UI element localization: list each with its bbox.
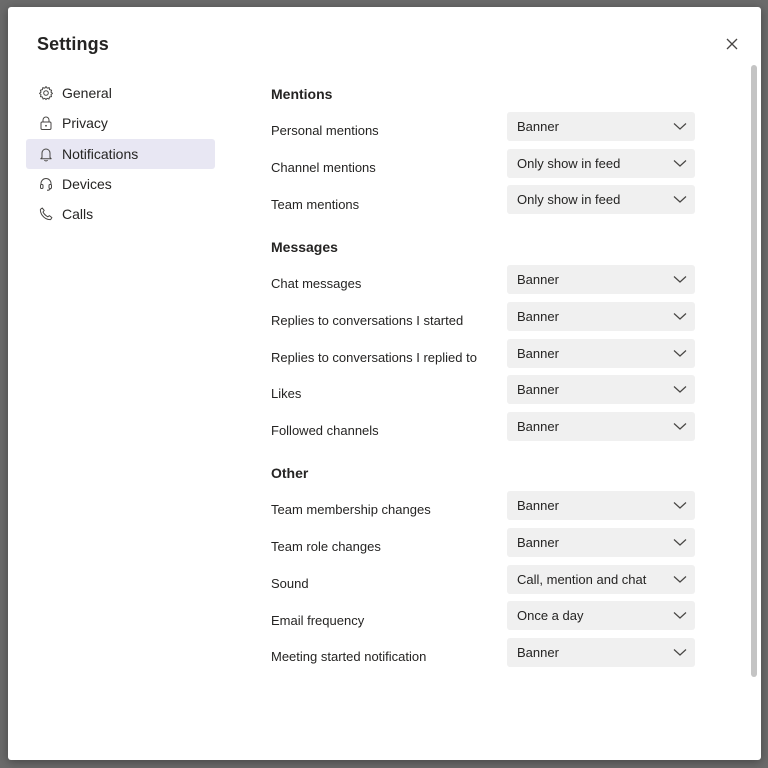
bell-icon [38, 146, 54, 162]
row-label: Team membership changes [271, 502, 431, 517]
row-label: Chat messages [271, 276, 362, 291]
section-header-mentions: Mentions [271, 86, 333, 102]
chevron-down-icon [673, 120, 687, 132]
chevron-down-icon [673, 573, 687, 585]
team-role-dropdown[interactable] [507, 528, 695, 557]
dropdown-value: Banner [517, 119, 559, 134]
close-button[interactable] [720, 32, 744, 56]
chevron-down-icon [673, 193, 687, 205]
row-label: Likes [271, 386, 302, 401]
lock-icon [38, 115, 54, 131]
chevron-down-icon [673, 609, 687, 621]
row-label: Team role changes [271, 539, 381, 554]
headset-icon [38, 176, 54, 192]
row-label: Meeting started notification [271, 649, 427, 664]
team-mentions-dropdown[interactable] [507, 185, 695, 214]
chevron-down-icon [673, 157, 687, 169]
settings-dialog [8, 7, 761, 760]
row-label: Sound [271, 576, 309, 591]
chevron-down-icon [673, 536, 687, 548]
dropdown-value: Only show in feed [517, 156, 621, 171]
dropdown-value: Banner [517, 535, 559, 550]
nav-item-devices[interactable] [26, 169, 215, 199]
row-label: Replies to conversations I replied to [271, 350, 477, 365]
dropdown-value: Call, mention and chat [517, 572, 647, 587]
nav-item-notifications[interactable] [26, 139, 215, 169]
nav-item-label: Notifications [62, 145, 139, 162]
dropdown-value: Once a day [517, 608, 584, 623]
nav-item-label: General [62, 85, 112, 101]
dropdown-value: Banner [517, 272, 559, 287]
personal-mentions-dropdown[interactable] [507, 112, 695, 141]
settings-nav [26, 78, 215, 229]
dropdown-value: Only show in feed [517, 192, 621, 207]
followed-channels-dropdown[interactable] [507, 412, 695, 441]
sound-dropdown[interactable] [507, 565, 695, 594]
row-label: Team mentions [271, 197, 360, 212]
chevron-down-icon [673, 347, 687, 359]
chevron-down-icon [673, 499, 687, 511]
dropdown-value: Banner [517, 498, 559, 513]
chevron-down-icon [673, 420, 687, 432]
row-label: Channel mentions [271, 160, 376, 175]
nav-item-calls[interactable] [26, 199, 215, 229]
nav-item-label: Devices [62, 175, 112, 192]
dropdown-value: Banner [517, 309, 559, 324]
chevron-down-icon [673, 383, 687, 395]
replies-replied-dropdown[interactable] [507, 339, 695, 368]
replies-started-dropdown[interactable] [507, 302, 695, 331]
nav-item-privacy[interactable] [26, 108, 215, 138]
team-membership-dropdown[interactable] [507, 491, 695, 520]
chevron-down-icon [673, 646, 687, 658]
nav-item-label: Privacy [62, 115, 108, 132]
dialog-title: Settings [37, 34, 109, 54]
dropdown-value: Banner [517, 346, 559, 361]
nav-item-general[interactable] [26, 78, 215, 108]
chevron-down-icon [673, 273, 687, 285]
dropdown-value: Banner [517, 645, 559, 660]
nav-item-label: Calls [62, 206, 94, 223]
dropdown-value: Banner [517, 419, 559, 434]
chat-messages-dropdown[interactable] [507, 265, 695, 294]
close-icon [726, 38, 738, 50]
phone-icon [38, 206, 54, 222]
row-label: Replies to conversations I started [271, 313, 464, 328]
section-header-other: Other [271, 465, 309, 481]
email-frequency-dropdown[interactable] [507, 601, 695, 630]
likes-dropdown[interactable] [507, 375, 695, 404]
channel-mentions-dropdown[interactable] [507, 149, 695, 178]
scrollbar[interactable] [751, 65, 757, 677]
row-label: Personal mentions [271, 123, 379, 138]
chevron-down-icon [673, 310, 687, 322]
section-header-messages: Messages [271, 239, 338, 255]
gear-icon [38, 85, 54, 101]
row-label: Followed channels [271, 423, 379, 438]
row-label: Email frequency [271, 613, 365, 628]
meeting-started-dropdown[interactable] [507, 638, 695, 667]
dropdown-value: Banner [517, 382, 559, 397]
